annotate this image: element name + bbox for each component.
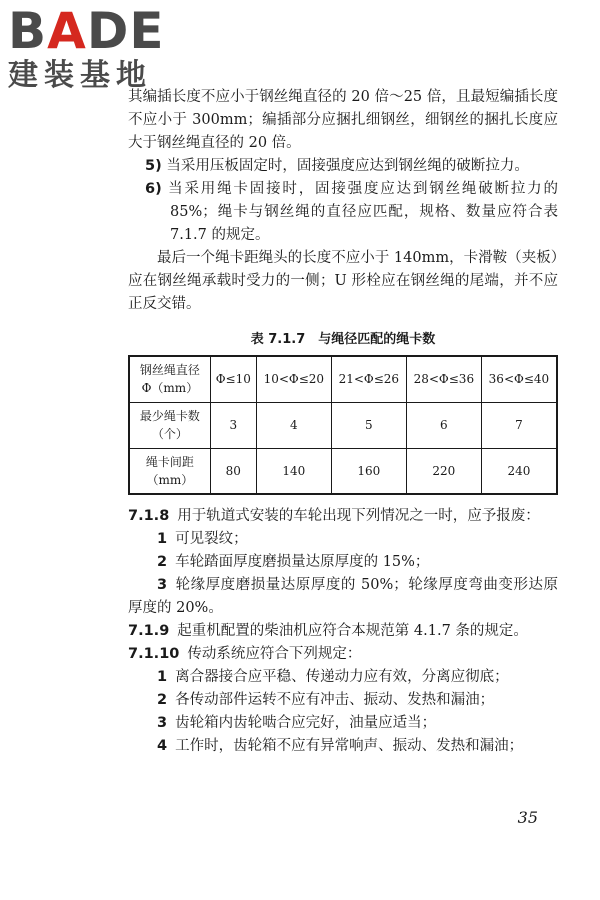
item-number: 1 <box>157 669 168 685</box>
table-cell: 21<Φ≤26 <box>331 356 406 402</box>
logo-letters-de: DE <box>86 2 165 60</box>
section-text: 传动系统应符合下列规定： <box>187 646 362 662</box>
table-row <box>129 402 557 448</box>
logo-wordmark <box>8 4 178 58</box>
row-header-line2: Φ（mm） <box>141 381 199 396</box>
item-number: 3 <box>157 577 168 593</box>
section-item <box>128 712 558 735</box>
item-text: 可见裂纹； <box>175 531 248 547</box>
section-item <box>128 689 558 712</box>
section-item <box>128 574 558 620</box>
item-number: 6) <box>145 181 162 197</box>
section-item <box>128 551 558 574</box>
item-text: 当采用绳卡固接时，固接强度应达到钢丝绳破断拉力的 85%；绳卡与钢丝绳的直径应匹配，规格、数量应符合表 7.1.7 的规定。 <box>168 181 559 243</box>
table-cell: 36<Φ≤40 <box>481 356 557 402</box>
table-row <box>129 356 557 402</box>
item-number: 4 <box>157 738 168 754</box>
table-cell: 10<Φ≤20 <box>256 356 331 402</box>
section-item <box>128 528 558 551</box>
table-cell: 5 <box>331 402 406 448</box>
row-header <box>129 356 210 402</box>
page-content <box>128 86 558 758</box>
table-cell: 3 <box>210 402 256 448</box>
logo-letter-a: A <box>47 2 87 60</box>
table-cell: 7 <box>481 402 557 448</box>
row-header-line2: （mm） <box>146 472 194 487</box>
section-number: 7.1.8 <box>128 508 170 524</box>
table-cell: Φ≤10 <box>210 356 256 402</box>
section-number: 7.1.10 <box>128 646 180 662</box>
paragraph-continuation: 其编插长度不应小于钢丝绳直径的 20 倍～25 倍，且最短编插长度不应小于 300mm；编插部分应捆扎细钢丝，细钢丝的捆扎长度应大于钢丝绳直径的 20 倍。 <box>128 89 558 151</box>
rope-clip-table <box>128 355 558 495</box>
table-cell: 220 <box>406 448 481 494</box>
section-item <box>128 666 558 689</box>
section-7-1-9 <box>128 620 558 643</box>
item-text: 离合器接合应平稳、传递动力应有效，分离应彻底； <box>175 669 509 685</box>
section-7-1-10 <box>128 643 558 666</box>
row-header-line2: （个） <box>151 427 188 441</box>
row-header <box>129 402 210 448</box>
item-text: 当采用压板固定时，固接强度应达到钢丝绳的破断拉力。 <box>166 158 529 174</box>
row-header-line1: 最少绳卡数 <box>139 409 200 423</box>
row-header-line1: 绳卡间距 <box>145 454 194 469</box>
item-number: 2 <box>157 554 168 570</box>
section-7-1-8 <box>128 505 558 528</box>
item-number: 2 <box>157 692 168 708</box>
item-text: 工作时，齿轮箱不应有异常响声、振动、发热和漏油； <box>175 738 524 754</box>
table-cell: 140 <box>256 448 331 494</box>
table-caption: 表 7.1.7 与绳径匹配的绳卡数 <box>250 332 436 347</box>
table-cell: 28<Φ≤36 <box>406 356 481 402</box>
section-text: 起重机配置的柴油机应符合本规范第 4.1.7 条的规定。 <box>177 623 528 639</box>
bade-logo <box>8 4 178 94</box>
paragraph-rope-clip: 最后一个绳卡距绳头的长度不应小于 140mm，卡滑鞍（夹板）应在钢丝绳承载时受力的一侧；U 形栓应在钢丝绳的尾端，并不应正反交错。 <box>128 250 558 312</box>
table-cell: 240 <box>481 448 557 494</box>
table-cell: 4 <box>256 402 331 448</box>
list-item-6 <box>128 178 558 247</box>
table-cell: 80 <box>210 448 256 494</box>
row-header <box>129 448 210 494</box>
section-item <box>128 735 558 758</box>
item-text: 车轮踏面厚度磨损量达原厚度的 15%； <box>175 554 430 570</box>
item-number: 5) <box>145 158 162 174</box>
row-header-line1: 钢丝绳直径 <box>139 363 200 378</box>
table-cell: 160 <box>331 448 406 494</box>
item-number: 1 <box>157 531 168 547</box>
item-text: 轮缘厚度磨损量达原厚度的 50%；轮缘厚度弯曲变形达原厚度的 20%。 <box>128 577 558 616</box>
page-number: 35 <box>517 808 538 827</box>
section-number: 7.1.9 <box>128 623 170 639</box>
list-item-5 <box>128 155 558 178</box>
logo-letter-b: B <box>8 2 48 60</box>
table-row <box>129 448 557 494</box>
item-number: 3 <box>157 715 168 731</box>
table-cell: 6 <box>406 402 481 448</box>
item-text: 各传动部件运转不应有冲击、振动、发热和漏油； <box>175 692 495 708</box>
logo-subtitle: 建装基地 <box>8 58 152 93</box>
item-text: 齿轮箱内齿轮啮合应完好，油量应适当； <box>175 715 437 731</box>
section-text: 用于轨道式安装的车轮出现下列情况之一时，应予报废： <box>177 508 540 524</box>
